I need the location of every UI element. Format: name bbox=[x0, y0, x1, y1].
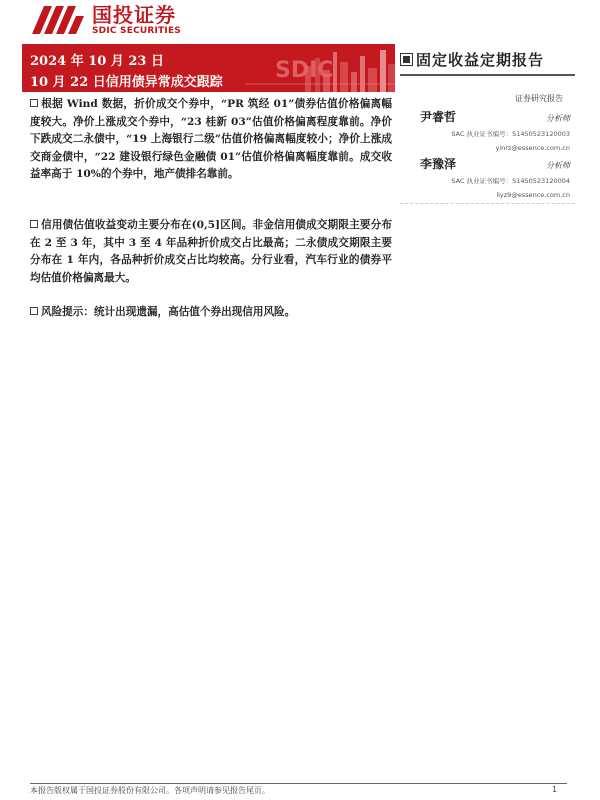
city-skyline-decoration bbox=[245, 44, 395, 92]
report-type-label: 固定收益定期报告 bbox=[416, 50, 545, 69]
report-category: 证券研究报告 bbox=[515, 94, 563, 103]
analyst-sac-number: SAC 执业证书编号：S1450523120004 bbox=[451, 177, 570, 185]
square-bullet-icon bbox=[30, 220, 38, 228]
footer-divider bbox=[30, 783, 567, 784]
footer-disclaimer: 本报告版权属于国投证券股份有限公司。各项声明请参见报告尾页。 bbox=[30, 786, 270, 795]
logo-english-name: SDIC SECURITIES bbox=[92, 26, 181, 36]
banner-watermark: SDIC bbox=[275, 58, 334, 83]
analyst-name: 李豫泽 bbox=[420, 157, 457, 171]
summary-paragraph bbox=[30, 96, 392, 184]
summary-paragraph bbox=[30, 217, 392, 287]
company-logo bbox=[30, 2, 181, 38]
square-bullet-icon bbox=[30, 99, 38, 107]
report-type-header bbox=[400, 44, 575, 76]
logo-emblem-icon bbox=[30, 4, 86, 36]
analyst-role: 分析师 bbox=[546, 114, 570, 123]
title-banner bbox=[22, 44, 395, 92]
analyst-email[interactable]: liyz9@essence.com.cn bbox=[496, 191, 570, 199]
paragraph-text: 根据 Wind 数据，折价成交个券中，“PR 筑经 01”债券估值价格偏离幅度较大。净价上涨成交个券中，“23 桂新 03”估值价格偏离程度靠前。净价下跌成交二永债中，“19 上海银行二级”估值价格偏离幅度较小；净价上涨成交商金债中，“22 建设银行绿色金融债 01”估值价格偏离幅度靠前。成交收益率高于 10%的个券中，地产债排名靠前。 bbox=[30, 98, 392, 180]
analyst-sac-number: SAC 执业证书编号：S1450523120003 bbox=[451, 130, 570, 138]
analyst-name: 尹睿哲 bbox=[420, 110, 457, 124]
page-number: 1 bbox=[552, 785, 558, 794]
paragraph-text: 信用债估值收益变动主要分布在(0,5]区间。非金信用债成交期限主要分布在 2 至 3 年，其中 3 至 4 年品种折价成交占比最高；二永债成交期限主要分布在 1 年内，各品种折价成交占比均较高。分行业看，汽车行业的债券平均估值价格偏离最大。 bbox=[30, 219, 392, 284]
paragraph-text: 风险提示：统计出现遗漏，高估值个券出现信用风险。 bbox=[41, 306, 296, 318]
report-date: 2024 年 10 月 23 日 bbox=[30, 54, 164, 69]
analyst-card bbox=[420, 108, 570, 152]
risk-paragraph bbox=[30, 304, 392, 322]
square-bullet-icon bbox=[30, 307, 38, 315]
analyst-email[interactable]: yinrz@essence.com.cn bbox=[495, 144, 570, 152]
analyst-card bbox=[420, 155, 570, 199]
square-bullet-icon bbox=[400, 53, 413, 66]
logo-chinese-name: 国投证券 bbox=[92, 3, 176, 27]
divider bbox=[400, 203, 575, 204]
analyst-role: 分析师 bbox=[546, 161, 570, 170]
report-title: 10 月 22 日信用债异常成交跟踪 bbox=[30, 75, 223, 90]
